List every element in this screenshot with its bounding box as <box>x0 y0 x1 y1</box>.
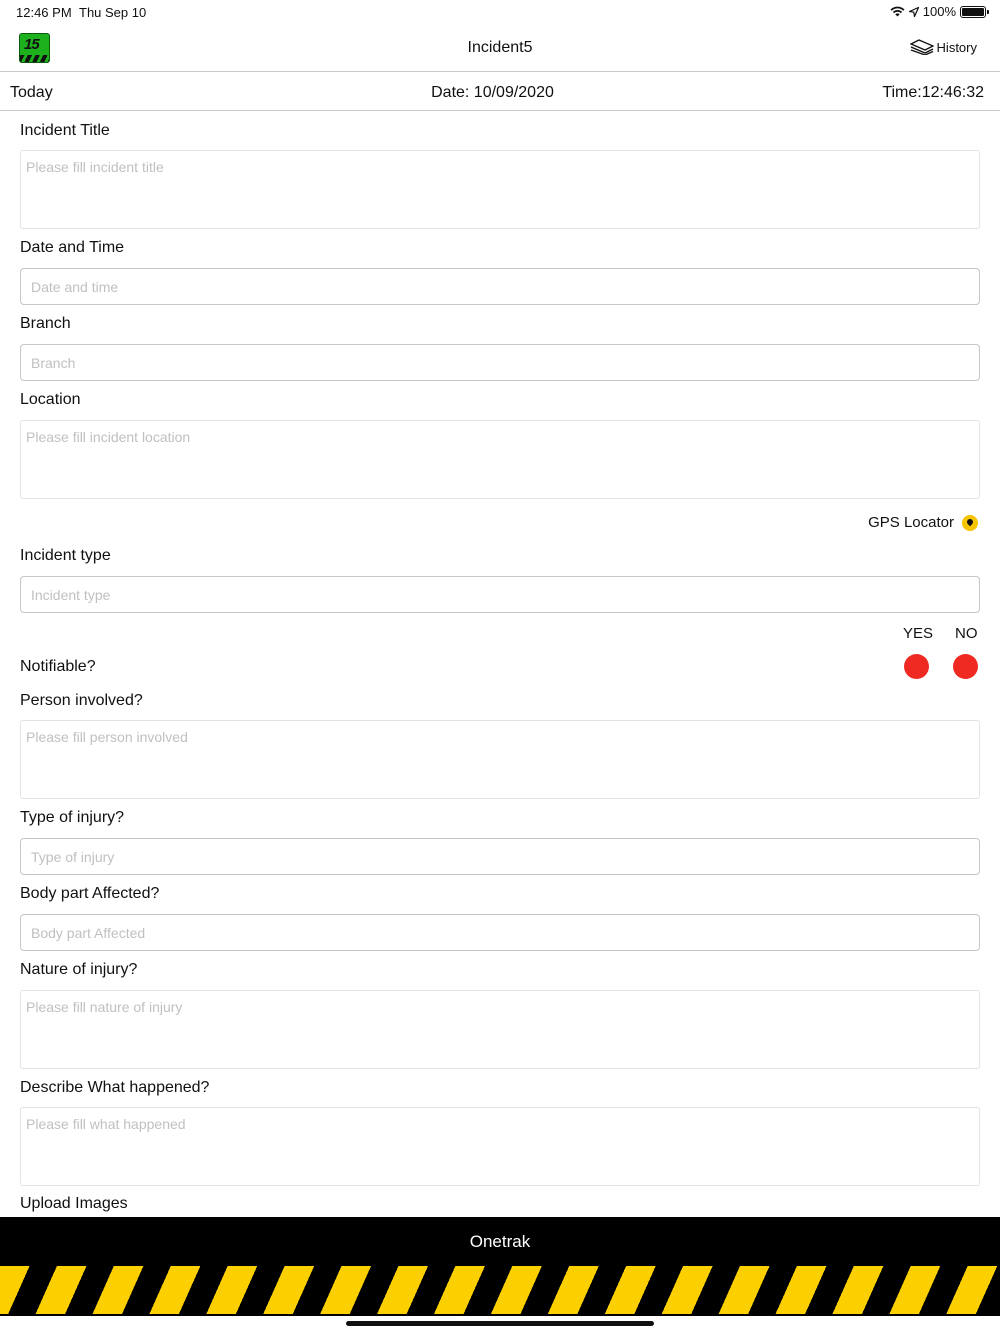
history-stack-icon <box>910 39 934 55</box>
incident-type-label: Incident type <box>20 547 111 564</box>
app-logo-text: 15 <box>24 36 39 53</box>
location-arrow-icon <box>909 7 919 17</box>
date-time-label: Date and Time <box>20 239 125 256</box>
incident-title-placeholder: Please fill incident title <box>26 159 164 175</box>
notifiable-yes-radio[interactable] <box>904 654 929 679</box>
gps-locator-label: GPS Locator <box>868 514 954 531</box>
incident-title-input[interactable] <box>20 150 980 229</box>
location-placeholder: Please fill incident location <box>26 429 191 445</box>
nature-injury-input[interactable] <box>20 990 980 1069</box>
upload-images-label: Upload Images <box>20 1195 128 1212</box>
footer-title: Onetrak <box>469 1232 531 1251</box>
what-happened-label: Describe What happened? <box>20 1079 210 1096</box>
no-column-label: NO <box>955 625 978 642</box>
status-bar <box>0 0 1000 24</box>
nature-injury-placeholder: Please fill nature of injury <box>26 999 183 1015</box>
wifi-icon <box>890 6 905 17</box>
what-happened-input[interactable] <box>20 1107 980 1186</box>
body-part-placeholder: Body part Affected <box>31 925 146 941</box>
info-bar <box>0 73 1000 111</box>
branch-field[interactable] <box>20 344 980 381</box>
page-title: Incident5 <box>467 39 533 56</box>
person-involved-label: Person involved? <box>20 692 143 709</box>
incident-type-field[interactable] <box>20 576 980 613</box>
status-date: Thu Sep 10 <box>79 5 147 20</box>
yes-column-label: YES <box>903 625 934 642</box>
location-label: Location <box>20 391 81 408</box>
nature-injury-label: Nature of injury? <box>20 961 138 978</box>
location-pin-icon <box>962 515 978 531</box>
battery-percent: 100% <box>922 4 956 19</box>
footer-bar <box>0 1217 1000 1316</box>
notifiable-no-radio[interactable] <box>953 654 978 679</box>
battery-icon <box>960 6 986 18</box>
current-time: Time:12:46:32 <box>882 84 984 101</box>
date-time-placeholder: Date and time <box>31 279 119 295</box>
navigation-bar <box>0 24 1000 72</box>
body-part-label: Body part Affected? <box>20 885 160 902</box>
hazard-stripes <box>0 1266 1000 1314</box>
body-part-field[interactable] <box>20 914 980 951</box>
branch-placeholder: Branch <box>31 355 76 371</box>
incident-title-label: Incident Title <box>20 122 110 139</box>
gps-locator-button[interactable] <box>868 514 978 531</box>
history-button[interactable] <box>910 39 977 55</box>
today-label: Today <box>10 84 53 101</box>
home-indicator-area <box>0 1316 1000 1334</box>
injury-type-placeholder: Type of injury <box>31 849 115 865</box>
injury-type-field[interactable] <box>20 838 980 875</box>
history-label: History <box>936 39 977 55</box>
person-involved-input[interactable] <box>20 720 980 799</box>
current-date: Date: 10/09/2020 <box>431 84 554 101</box>
incident-type-placeholder: Incident type <box>31 587 111 603</box>
status-time: 12:46 PM <box>16 5 72 20</box>
status-indicators <box>890 4 986 19</box>
home-indicator[interactable] <box>346 1321 654 1326</box>
notifiable-label: Notifiable? <box>20 658 96 675</box>
injury-type-label: Type of injury? <box>20 809 125 826</box>
person-involved-placeholder: Please fill person involved <box>26 729 188 745</box>
what-happened-placeholder: Please fill what happened <box>26 1116 186 1132</box>
location-input[interactable] <box>20 420 980 499</box>
date-time-field[interactable] <box>20 268 980 305</box>
branch-label: Branch <box>20 315 71 332</box>
